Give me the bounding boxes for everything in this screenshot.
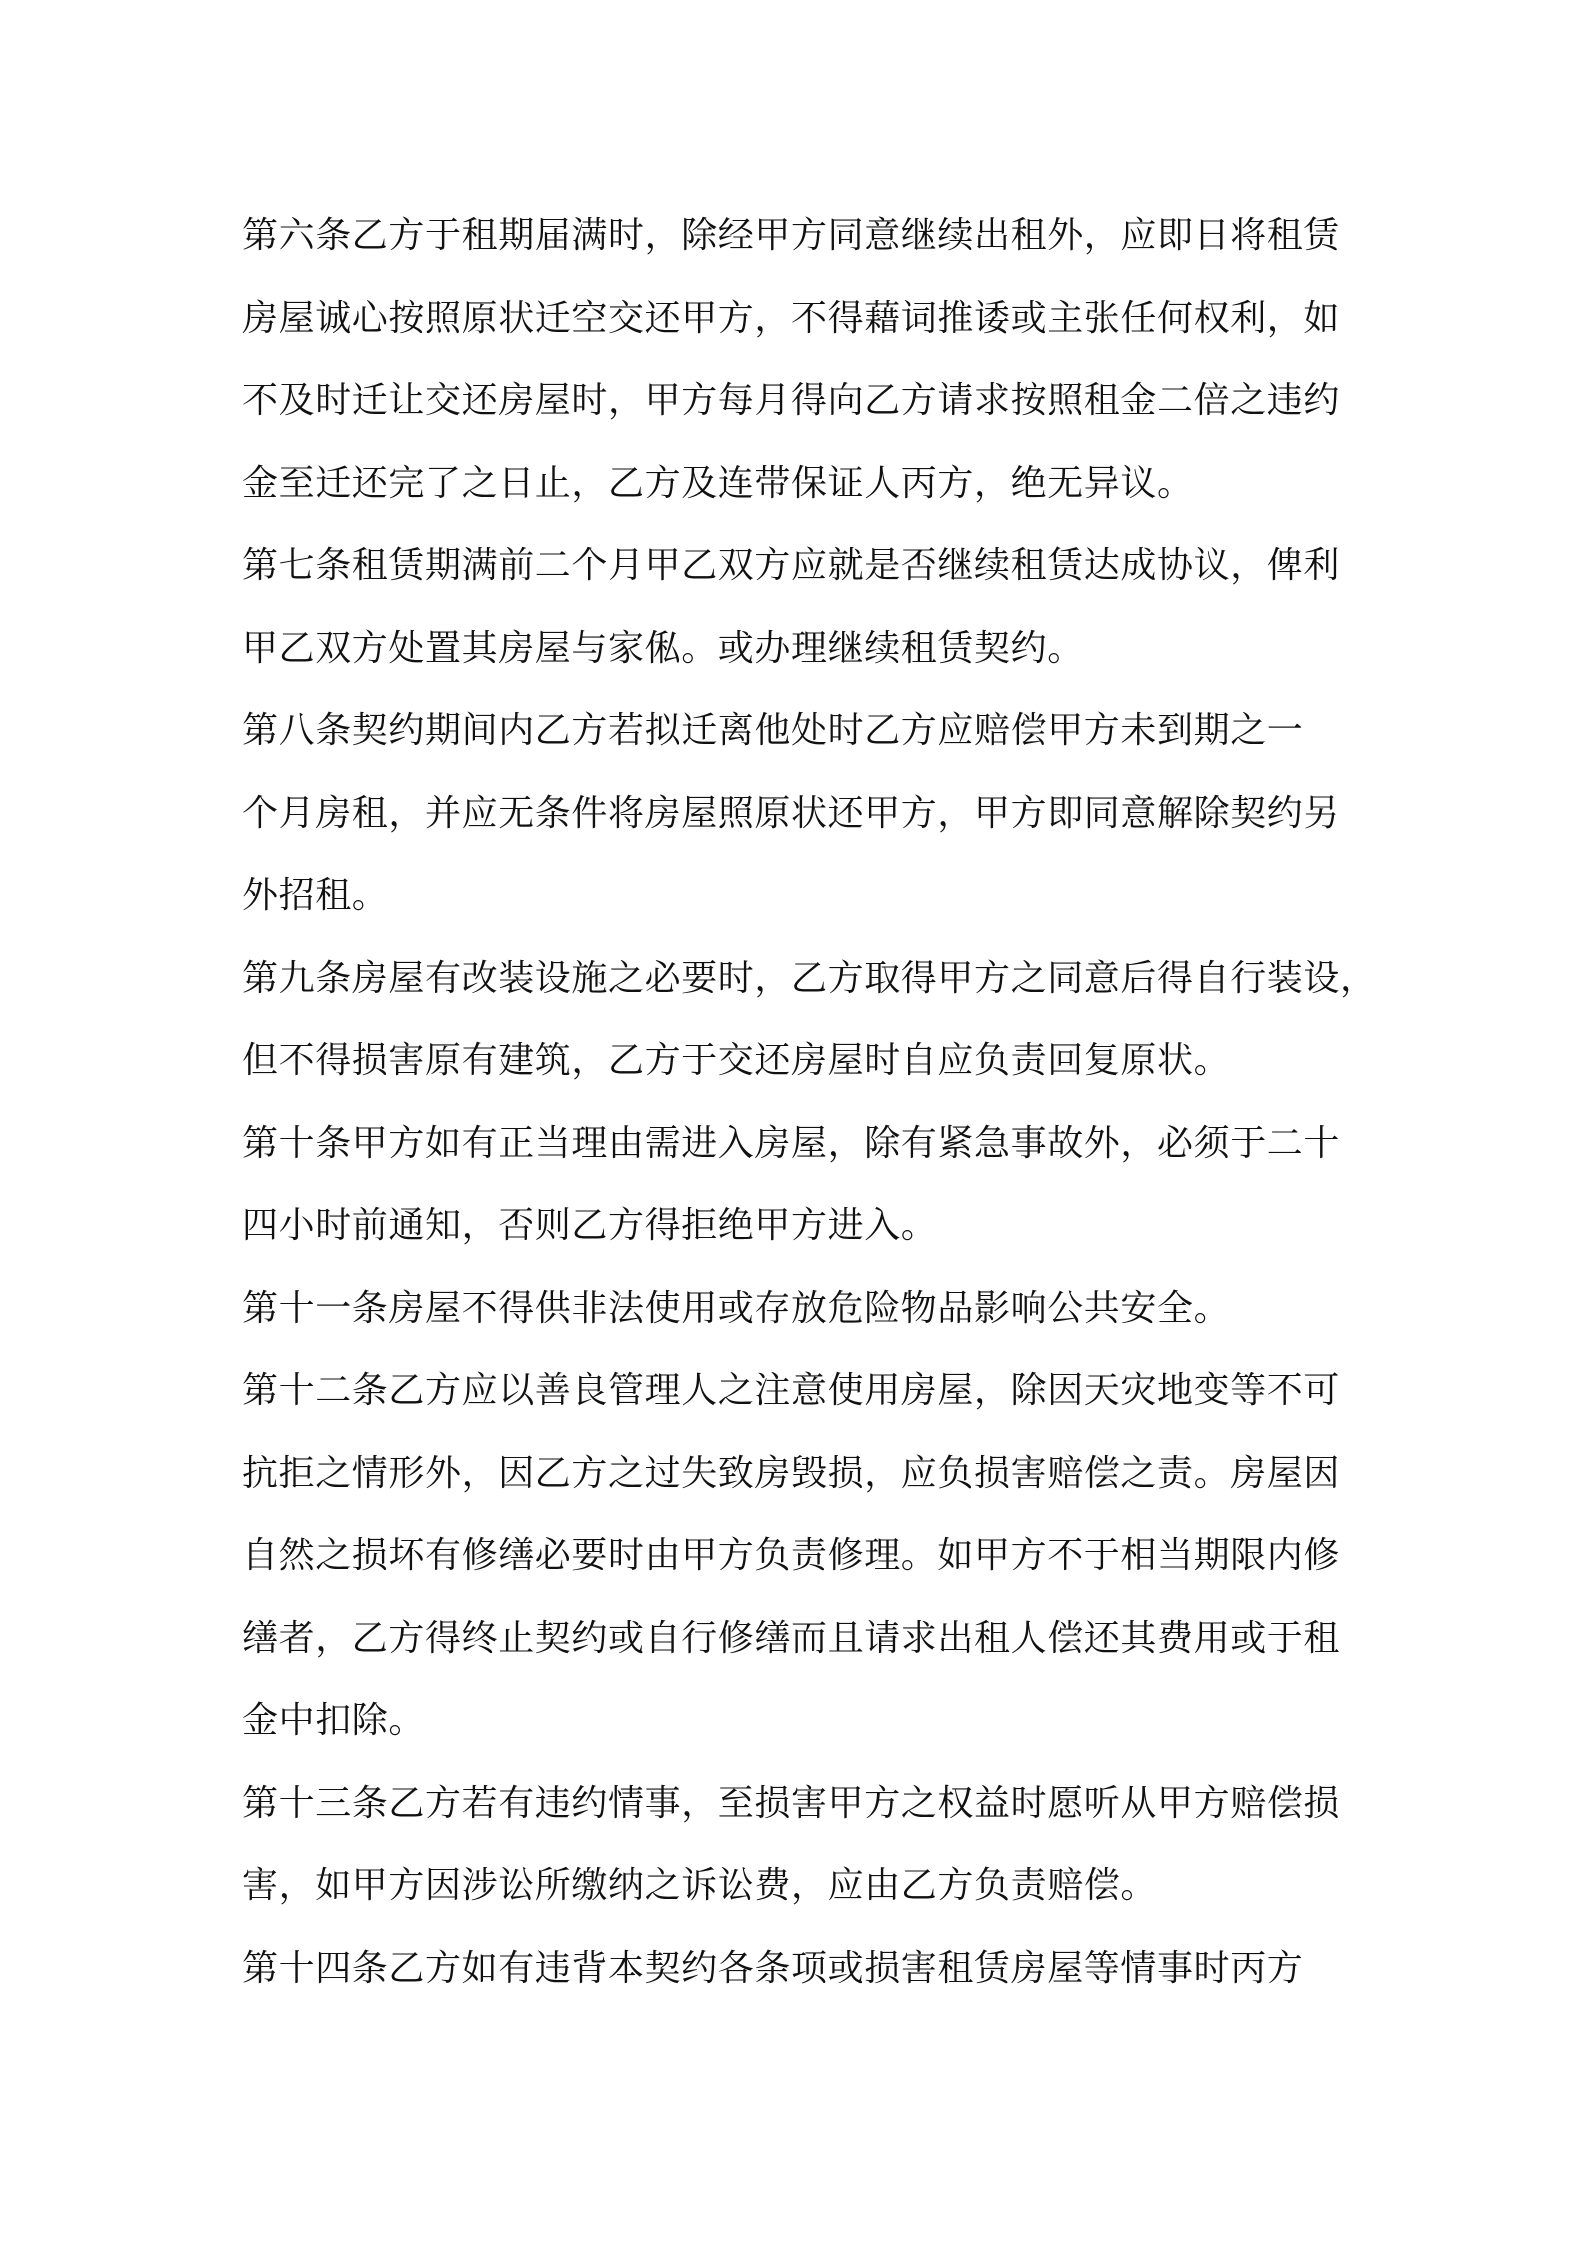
- text-line: 个月房租，并应无条件将房屋照原状还甲方，甲方即同意解除契约另: [242, 792, 1341, 834]
- text-line: 甲乙双方处置其房屋与家俬。或办理继续租赁契约。: [242, 627, 1084, 669]
- text-line: 房屋诚心按照原状迁空交还甲方，不得藉词推诿或主张任何权利，如: [242, 297, 1341, 339]
- text-line: 第九条房屋有改装设施之必要时，乙方取得甲方之同意后得自行装设，: [242, 957, 1377, 999]
- text-line: 四小时前通知，否则乙方得拒绝甲方进入。: [242, 1205, 938, 1246]
- contract-text: [242, 195, 1377, 2010]
- text-line: 第六条乙方于租期届满时，除经甲方同意继续出租外，应即日将租赁: [242, 215, 1341, 256]
- text-line: 第十条甲方如有正当理由需进入房屋，除有紧急事故外，必须于二十: [242, 1122, 1341, 1164]
- text-line: 第十三条乙方若有违约情事，至损害甲方之权益时愿听从甲方赔偿损: [242, 1782, 1341, 1824]
- text-line: 抗拒之情形外，因乙方之过失致房毁损，应负损害赔偿之责。房屋因: [242, 1452, 1341, 1494]
- text-line: 但不得损害原有建筑，乙方于交还房屋时自应负责回复原状。: [242, 1040, 1231, 1081]
- text-line: 金至迁还完了之日止，乙方及连带保证人丙方，绝无异议。: [242, 462, 1194, 504]
- text-line: 外招租。: [242, 875, 389, 916]
- text-line: 缮者，乙方得终止契约或自行修缮而且请求出租人偿还其费用或于租: [242, 1617, 1341, 1659]
- text-line: 自然之损坏有修缮必要时由甲方负责修理。如甲方不于相当期限内修: [242, 1535, 1341, 1576]
- text-line: 第十一条房屋不得供非法使用或存放危险物品影响公共安全。: [242, 1287, 1231, 1329]
- text-line: 害，如甲方因涉讼所缴纳之诉讼费，应由乙方负责赔偿。: [242, 1865, 1158, 1906]
- text-line: 第十四条乙方如有违背本契约各条项或损害租赁房屋等情事时丙方: [242, 1947, 1304, 1989]
- text-line: 第八条契约期间内乙方若拟迁离他处时乙方应赔偿甲方未到期之一: [242, 710, 1304, 751]
- text-line: 第七条租赁期满前二个月甲乙双方应就是否继续租赁达成协议，俾利: [242, 545, 1341, 586]
- text-line: 金中扣除。: [242, 1700, 426, 1741]
- text-line: 第十二条乙方应以善良管理人之注意使用房屋，除因天灾地变等不可: [242, 1370, 1341, 1411]
- text-line: 不及时迁让交还房屋时，甲方每月得向乙方请求按照租金二倍之违约: [242, 380, 1341, 421]
